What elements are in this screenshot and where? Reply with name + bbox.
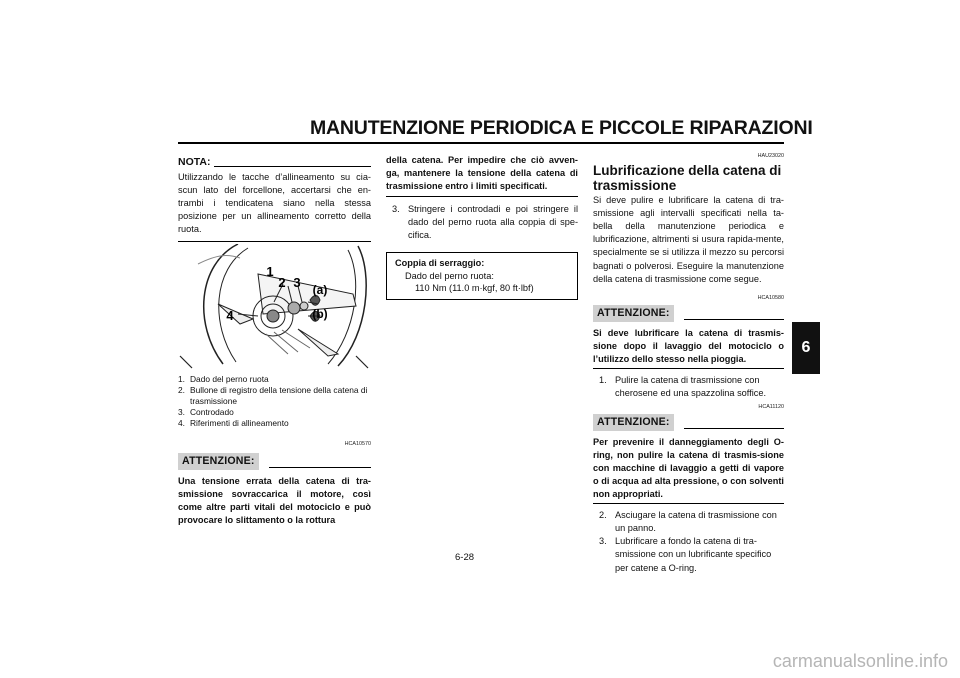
chapter-tab: 6 — [792, 322, 820, 374]
legend-item: 2. Bullone di registro della tensione della catena di trasmissione — [178, 385, 368, 406]
legend-item: 4. Riferimenti di allineamento — [178, 418, 289, 428]
caution-text: Una tensione errata della catena di tra-smissione sovraccarica il motore, così come altre parti vitali del motociclo e può provocare lo slittamento o la rottura — [178, 476, 371, 526]
steps-list — [386, 203, 578, 242]
torque-box — [386, 252, 578, 300]
list-item: 3. Stringere i controdadi e poi stringere il dado del perno ruota alla coppia di spe-cifica. — [392, 204, 578, 241]
list-item: 2. Asciugare la catena di trasmissione con un panno. — [599, 510, 777, 534]
fig-label-4: 4 — [226, 308, 234, 323]
column-2 — [386, 154, 578, 300]
section-title: Lubrificazione della catena di trasmissione — [593, 163, 782, 194]
watermark: carmanualsonline.info — [772, 651, 948, 671]
nota-label: NOTA: — [178, 156, 211, 168]
caution-label: ATTENZIONE: — [593, 305, 674, 322]
nota-line — [214, 165, 371, 167]
fig-label-2: 2 — [278, 275, 286, 290]
caution-block-1 — [178, 438, 371, 527]
steps-list — [593, 374, 784, 400]
page-title: MANUTENZIONE PERIODICA E PICCOLE RIPARAZIONI — [310, 117, 813, 139]
fig-label-1: 1 — [266, 264, 274, 279]
legend-item: 3. Controdado — [178, 407, 234, 417]
list-item: 1. Pulire la catena di trasmissione con cherosene ed una spazzolina soffice. — [599, 374, 767, 398]
torque-item: Dado del perno ruota: — [405, 270, 494, 281]
legend-item: 1. Dado del perno ruota — [178, 374, 269, 384]
caution-code: HCA11120 — [758, 404, 784, 411]
nota-end-rule — [178, 241, 371, 242]
torque-title: Coppia di serraggio: — [395, 258, 485, 269]
caution-code: HCA10570 — [344, 441, 371, 447]
page-number: 6-28 — [455, 552, 475, 563]
section-intro: Si deve pulire e lubrificare la catena di tra-smissione agli intervalli specificati nella ta-bella della manutenzione periodica e lubrificazione, altrimenti si usura rapida-mente, specialmente se si utilizza il mezzo su percorsi bagnati o polverosi. Eseguire la manutenzione della catena di trasmissione come segue. — [593, 195, 784, 284]
fig-label-3: 3 — [293, 275, 301, 290]
header-rule — [178, 142, 784, 144]
caution-heading — [178, 453, 371, 470]
caution-heading — [593, 305, 784, 322]
caution-label: ATTENZIONE: — [593, 414, 674, 431]
torque-value: 110 Nm (11.0 m·kgf, 80 ft·lbf) — [415, 283, 534, 294]
caution-text: Si deve lubrificare la catena di trasmis-sione dopo il lavaggio del motociclo o l’utilizzo dello stesso nella pioggia. — [593, 327, 784, 364]
rear-wheel-figure — [178, 244, 371, 370]
steps-list — [593, 509, 784, 574]
section-code: HAU23020 — [757, 153, 784, 159]
caution-continued: della catena. Per impedire che ciò avven-ga, mantenere la tensione della catena di trasmissione entro i limiti specificati. — [386, 155, 578, 191]
fig-label-b: (b) — [312, 307, 328, 321]
column-1 — [178, 156, 371, 242]
figure-legend — [178, 374, 371, 429]
caution-heading — [593, 414, 784, 431]
caution-text: Per prevenire il danneggiamento degli O-ring, non pulire la catena di trasmis-sione con macchine di lavaggio a getti di vapore o di acqua ad alta pressione, o con solventi non appropriati. — [593, 437, 784, 500]
fig-label-a: (a) — [312, 283, 328, 297]
column-3 — [593, 150, 784, 575]
nota-text: Utilizzando le tacche d’allineamento su cia-scun lato del forcellone, accertarsi che en-trambi i tendicatena siano nella stessa posizione per un allineamento corretto della ruota. — [178, 172, 371, 235]
caution-label: ATTENZIONE: — [178, 453, 259, 470]
caution-code: HCA10580 — [757, 294, 784, 301]
nota-heading — [178, 156, 371, 169]
list-item: 3. Lubrificare a fondo la catena di tra-smissione con un lubrificante specifico per catene a O-ring. — [599, 536, 772, 573]
